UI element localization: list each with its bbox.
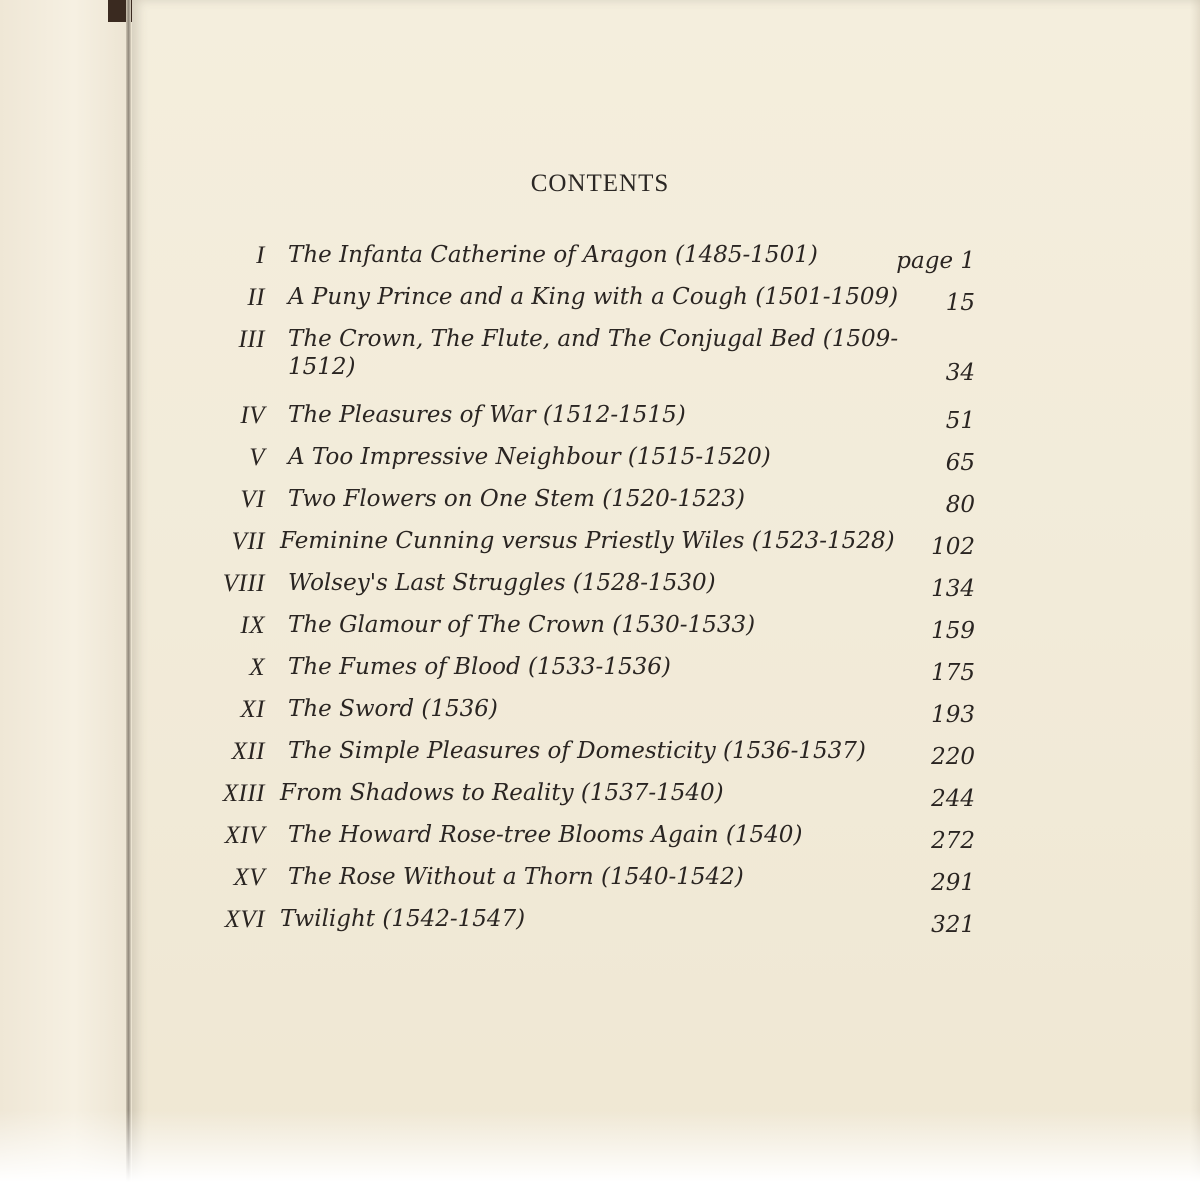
chapter-title: The Rose Without a Thorn (1540-1542): [288, 864, 744, 890]
toc-entry: [200, 818, 990, 860]
chapter-title: The Sword (1536): [288, 696, 498, 722]
chapter-page: 193: [931, 702, 975, 728]
chapter-page: 15: [945, 290, 975, 316]
chapter-number: XIII: [222, 780, 265, 807]
chapter-title: A Too Impressive Neighbour (1515-1520): [288, 444, 771, 470]
chapter-number: II: [247, 284, 265, 311]
toc-entry: [200, 566, 990, 608]
chapter-title: The Glamour of The Crown (1530-1533): [288, 612, 756, 638]
chapter-page: 220: [931, 744, 975, 770]
toc-entry: [200, 902, 990, 944]
toc-entry: [200, 860, 990, 902]
chapter-title: Two Flowers on One Stem (1520-1523): [288, 486, 746, 512]
chapter-page: 34: [945, 360, 975, 386]
chapter-page: 102: [931, 534, 975, 560]
toc-entry: [200, 524, 990, 566]
toc-entry: [200, 650, 990, 692]
chapter-title: The Crown, The Flute, and The Conjugal Bed (1509-: [288, 326, 899, 352]
chapter-number: VIII: [222, 570, 265, 597]
chapter-number: XI: [240, 696, 265, 723]
chapter-title: The Pleasures of War (1512-1515): [288, 402, 686, 428]
chapter-page: 51: [945, 408, 975, 434]
chapter-number: XVI: [224, 906, 265, 933]
chapter-page: 134: [931, 576, 975, 602]
chapter-number: III: [238, 326, 265, 353]
chapter-title: The Fumes of Blood (1533-1536): [288, 654, 671, 680]
chapter-number: I: [256, 242, 265, 269]
chapter-page: page 1: [896, 248, 975, 274]
chapter-number: IV: [240, 402, 265, 429]
toc-entry: [200, 776, 990, 818]
chapter-number: XIV: [224, 822, 265, 849]
chapter-page: 159: [931, 618, 975, 644]
chapter-title: The Simple Pleasures of Domesticity (1536-1537): [288, 738, 866, 764]
chapter-page: 175: [931, 660, 975, 686]
chapter-number: X: [249, 654, 265, 681]
chapter-page: 321: [931, 912, 975, 938]
chapter-number: XII: [231, 738, 265, 765]
chapter-title: Twilight (1542-1547): [280, 906, 526, 932]
contents-heading: CONTENTS: [530, 170, 670, 197]
toc-entry: [200, 692, 990, 734]
toc-entry: [200, 482, 990, 524]
chapter-page: 272: [931, 828, 975, 854]
chapter-number: XV: [233, 864, 265, 891]
toc-entry: [200, 322, 990, 396]
chapter-number: IX: [240, 612, 265, 639]
chapter-title: Feminine Cunning versus Priestly Wiles (1523-1528): [280, 528, 895, 554]
chapter-page: 291: [931, 870, 975, 896]
chapter-number: V: [249, 444, 265, 471]
chapter-page: 80: [945, 492, 975, 518]
toc-entry: [200, 398, 990, 440]
toc-entry: [200, 608, 990, 650]
chapter-title: A Puny Prince and a King with a Cough (1501-1509): [288, 284, 899, 310]
chapter-title: From Shadows to Reality (1537-1540): [280, 780, 724, 806]
photo-background: [0, 1110, 1200, 1200]
toc-entry: [200, 280, 990, 322]
chapter-page: 65: [945, 450, 975, 476]
toc-entry: [200, 440, 990, 482]
chapter-title: Wolsey's Last Struggles (1528-1530): [288, 570, 716, 596]
toc-entry: [200, 238, 990, 280]
chapter-title: The Infanta Catherine of Aragon (1485-1501): [288, 242, 818, 268]
chapter-title-continued: 1512): [288, 354, 356, 380]
toc-entry: [200, 734, 990, 776]
chapter-title: The Howard Rose-tree Blooms Again (1540): [288, 822, 803, 848]
chapter-page: 244: [931, 786, 975, 812]
chapter-number: VI: [240, 486, 265, 513]
chapter-number: VII: [231, 528, 265, 555]
